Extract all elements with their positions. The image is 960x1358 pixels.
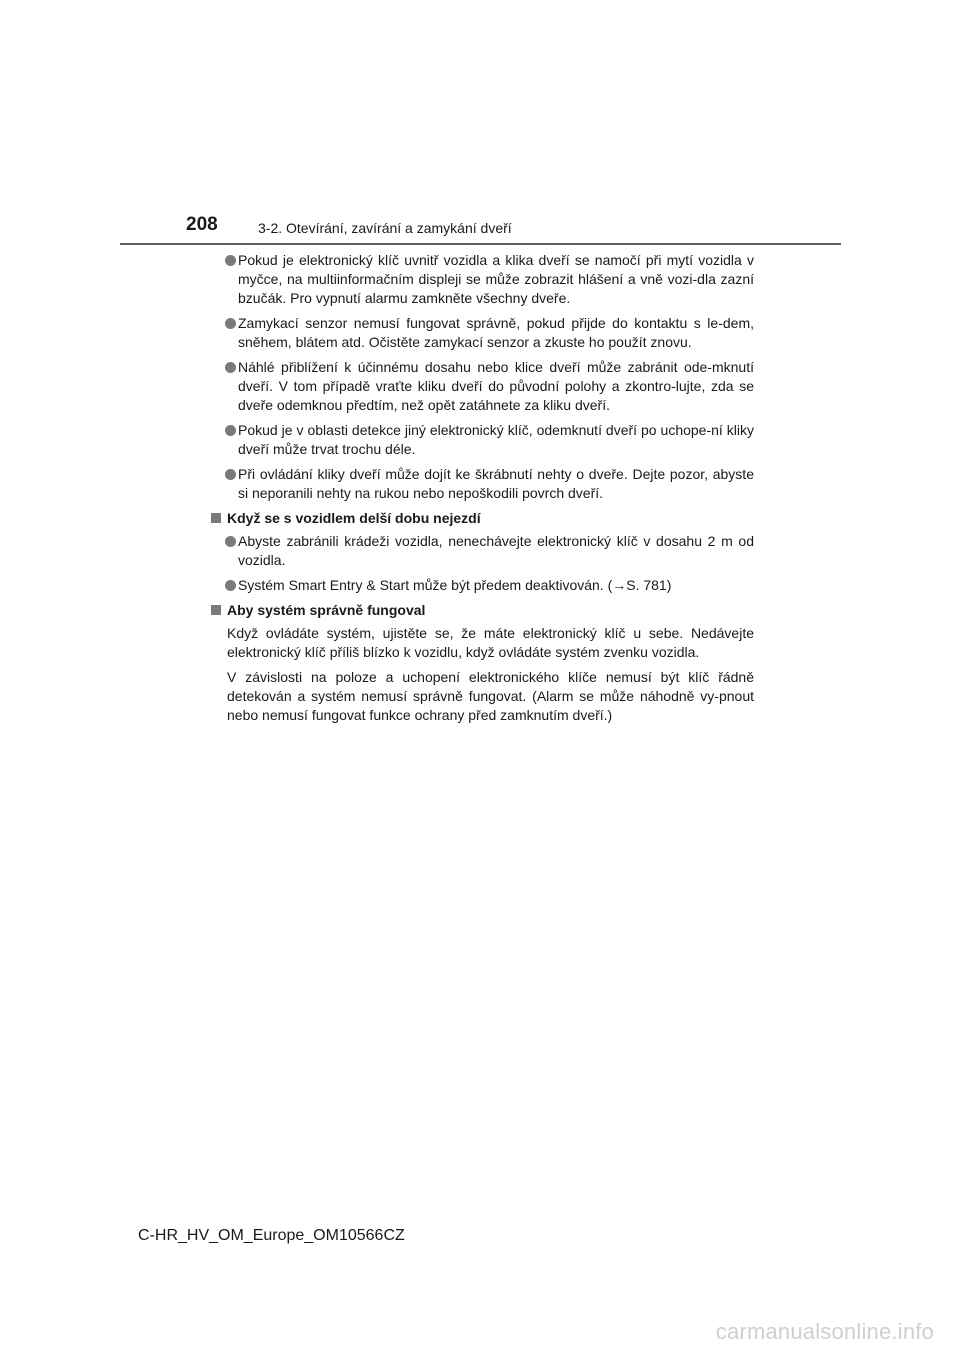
bullet-icon — [225, 425, 236, 436]
bullet-text: Zamykací senzor nemusí fungovat správně, pokud přijde do kontaktu s le-dem, sněhem, blátem atd. Očistěte zamykací senzor a zkuste ho použít znovu. — [238, 315, 754, 350]
bullet-item — [209, 314, 754, 352]
bullet-text: Pokud je elektronický klíč uvnitř vozidla a klika dveří se namočí při mytí vozidla v myčce, na multiinformačním displeji se může zobrazit hlášení a vně vozi-dla zazní bzučák. Pro vypnutí alarmu zamkněte všechny dveře. — [238, 252, 754, 306]
bullet-item — [209, 251, 754, 308]
bullet-item — [209, 532, 754, 570]
bullet-text: Náhlé přiblížení k účinnému dosahu nebo klice dveří může zabránit ode-mknutí dveří. V tom případě vraťte kliku dveří do původní polohy a zkontro-lujte, zda se dveře odemknou předtím, než opět zatáhnete za kliku dveří. — [238, 359, 754, 413]
page-content — [209, 251, 754, 731]
paragraph: Když ovládáte systém, ujistěte se, že máte elektronický klíč u sebe. Nedávejte elektronický klíč příliš blízko k vozidlu, když ovládáte systém zvenku vozidla. — [227, 625, 754, 660]
bullet-text: Abyste zabránili krádeži vozidla, nenechávejte elektronický klíč v dosahu 2 m od vozidla. — [238, 533, 754, 568]
page-number: 208 — [186, 214, 218, 235]
section-title: 3-2. Otevírání, zavírání a zamykání dveří — [258, 220, 512, 236]
square-bullet-icon — [211, 605, 221, 615]
bullet-icon — [225, 362, 236, 373]
paragraph: V závislosti na poloze a uchopení elektronického klíče nemusí být klíč řádně detekován a systém nemusí správně fungovat. (Alarm se může náhodně vy-pnout nebo nemusí fungovat funkce ochrany před zamknutím dveří.) — [227, 669, 754, 723]
bullet-icon — [225, 255, 236, 266]
bullet-text: Systém Smart Entry & Start může být předem deaktivován. (→S. 781) — [238, 577, 672, 593]
watermark: carmanualsonline.info — [715, 1319, 934, 1344]
section-heading — [209, 509, 754, 528]
section-heading-text: Aby systém správně fungoval — [227, 602, 426, 618]
square-bullet-icon — [211, 513, 221, 523]
section-heading-text: Když se s vozidlem delší dobu nejezdí — [227, 510, 481, 526]
document-code: C-HR_HV_OM_Europe_OM10566CZ — [138, 1227, 405, 1244]
bullet-text: Pokud je v oblasti detekce jiný elektronický klíč, odemknutí dveří po uchope-ní kliky dveří může trvat trochu déle. — [238, 422, 754, 457]
bullet-item — [209, 576, 754, 595]
bullet-item — [209, 465, 754, 503]
section-heading — [209, 601, 754, 620]
bullet-text: Při ovládání kliky dveří může dojít ke škrábnutí nehty o dveře. Dejte pozor, abyste si neporanili nehty na rukou nebo nepoškodili povrch dveří. — [238, 466, 754, 501]
bullet-item — [209, 421, 754, 459]
header-rule — [120, 243, 841, 245]
bullet-icon — [225, 580, 236, 591]
bullet-item — [209, 358, 754, 415]
bullet-icon — [225, 469, 236, 480]
bullet-icon — [225, 318, 236, 329]
bullet-icon — [225, 536, 236, 547]
